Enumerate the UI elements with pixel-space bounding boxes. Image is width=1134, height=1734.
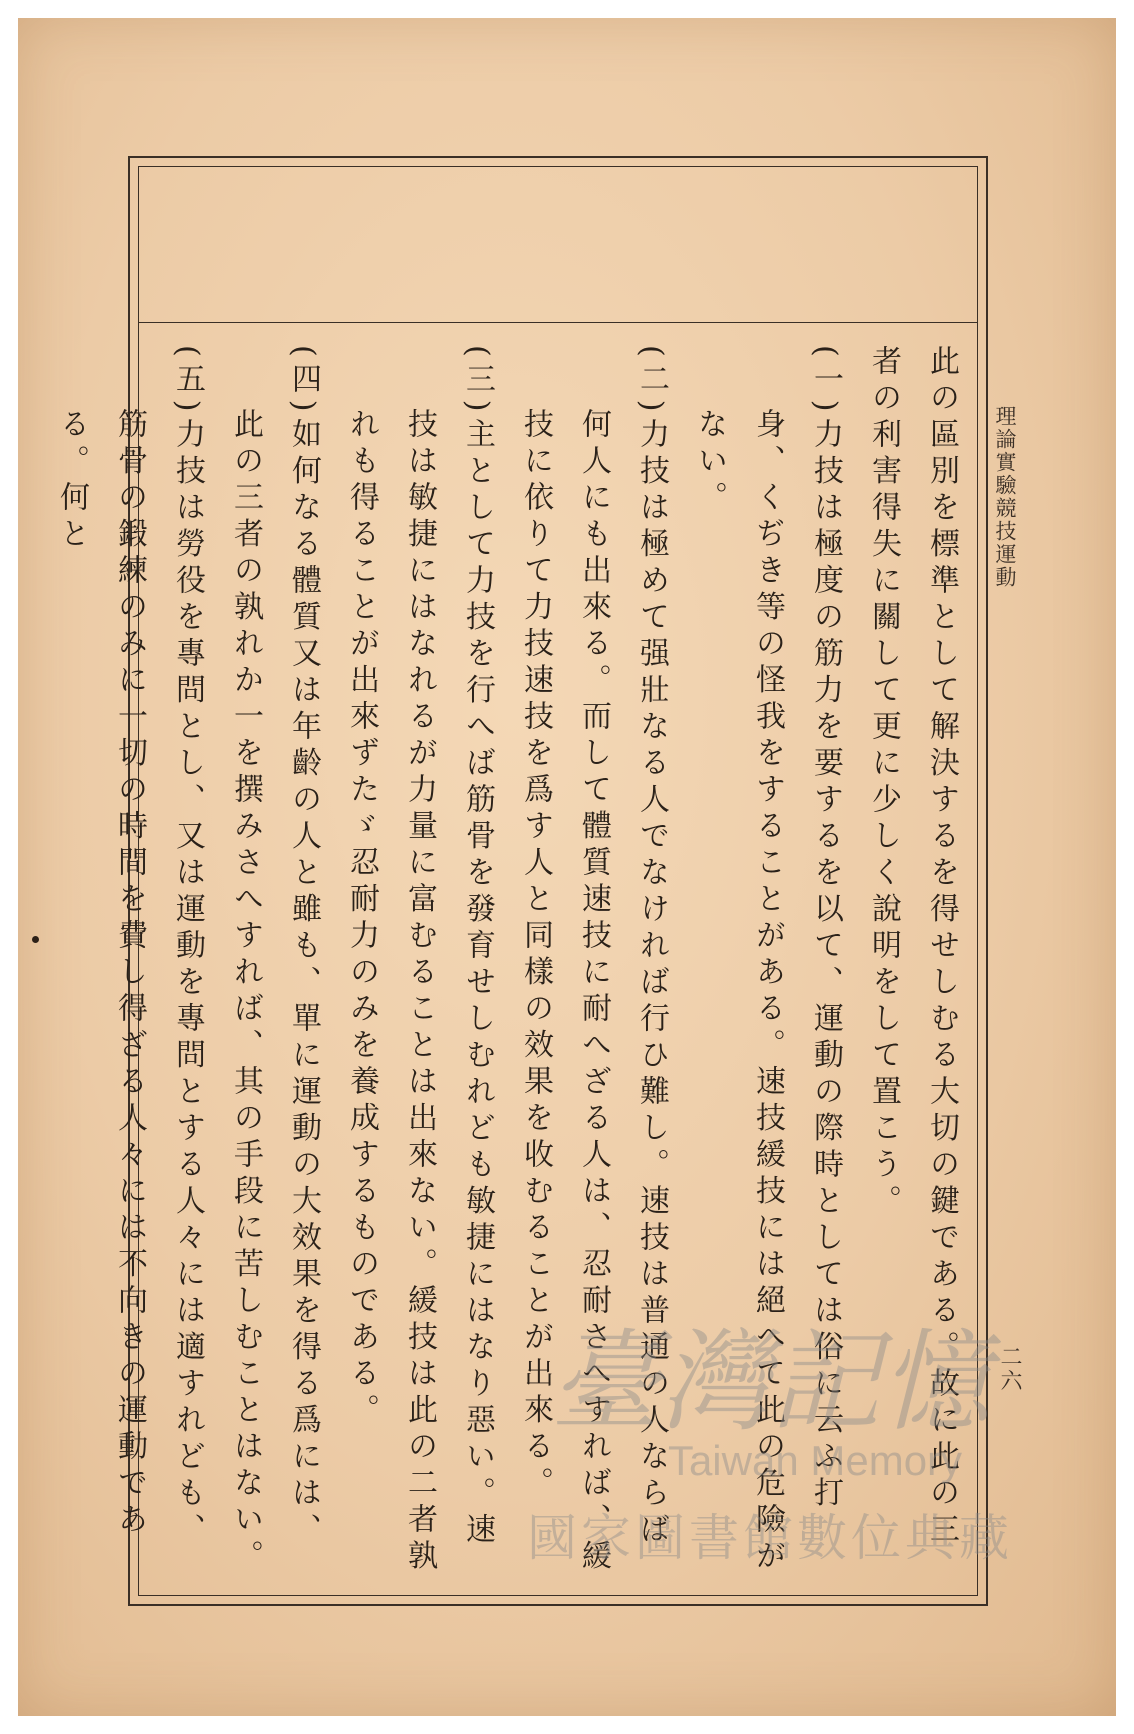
running-head: 理論實驗競技運動 [993,405,1017,589]
paragraph-1: 此の區別を標準として解決するを得せしむる大切の鍵である。故に此の三者の利害得失に關して更に少しく說明をして置こう。 [866,345,959,1550]
ink-speck [32,936,39,943]
paragraph-3: (二)力技は極めて强壯なる人でなければ行ひ難し。速技は普通の人ならば何人にも出來る。而して體質速技に耐へざる人は、忍耐さへすれば、緩技に依りて力技速技を爲す人と同樣の效果を收むることが出來る。 [518,345,669,1576]
paragraph-2: (一)力技は極度の筋力を要するを以て、運動の際時としては俗に云ふ打身、くぢき等の怪我をすることがある。速技緩技には絕へて此の危險がない。 [692,345,843,1576]
body-text [54,345,970,1585]
watermark-english: Taiwan Memory [667,1437,963,1484]
page-number: 二六 [997,1345,1022,1393]
watermark-institution: 國家圖書館數位典藏 [527,1509,1013,1567]
header-box-rule [138,322,978,323]
watermark-script: 臺灣記憶 [550,1318,990,1446]
paragraph-5: (四)如何なる體質又は年齡の人と雖も、單に運動の大效果を得る爲には、此の三者の孰れか一を撰みさへすれば、其の手段に苦しむことはない。 [228,345,321,1576]
paragraph-4: (三)主として力技を行へば筋骨を發育せしむれども敏捷にはなり惡い。速技は敏捷にはなれるが力量に富むることは出來ない。緩技は此の二者孰れも得ることが出來ずたゞ忍耐力のみを養成するものである。 [344,345,495,1576]
paragraph-6: (五)力技は勞役を專問とし、又は運動を專問とする人々には適すれども、筋骨の鍛練のみに一切の時間を費し得ざる人々には不向きの運動である。何と [54,345,205,1550]
